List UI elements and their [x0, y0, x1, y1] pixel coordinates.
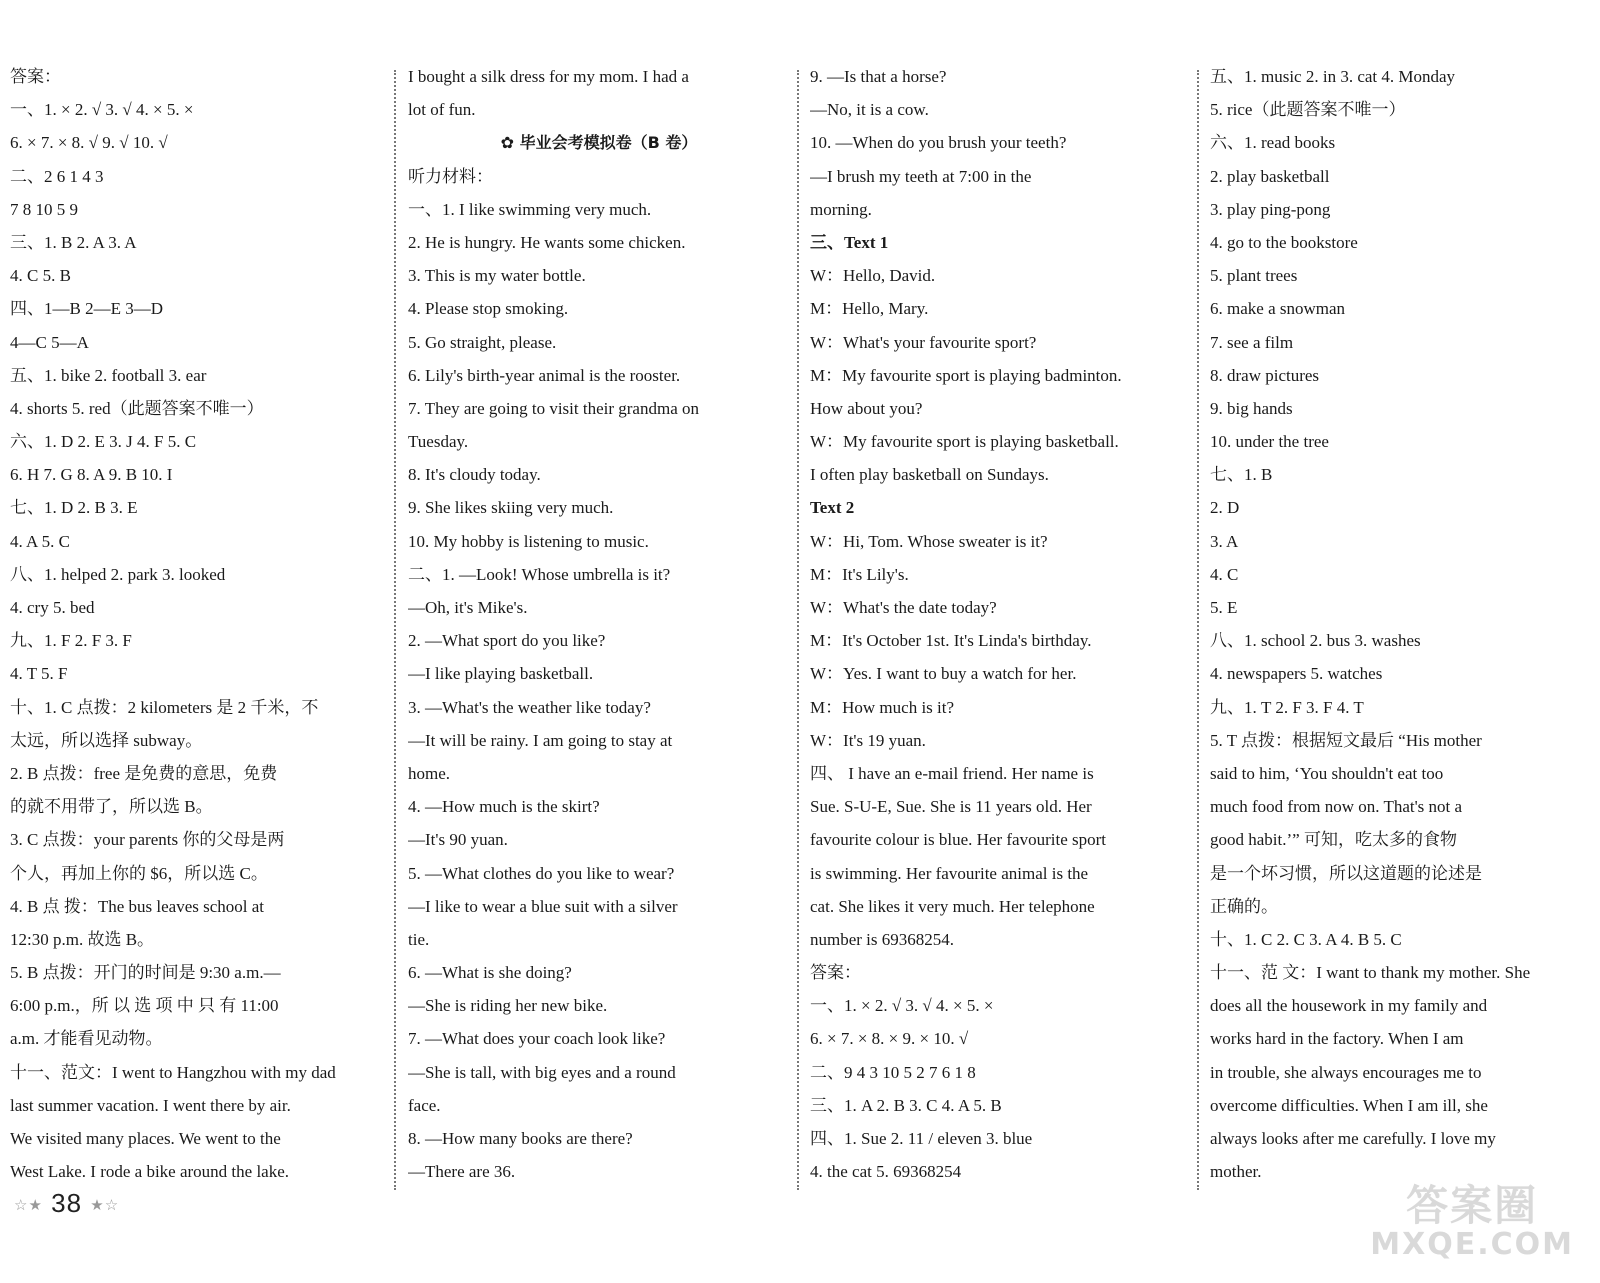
- text-line: overcome difficulties. When I am ill, she: [1210, 1095, 1488, 1115]
- text-line: —I brush my teeth at 7:00 in the: [810, 166, 1032, 186]
- text-line: 七、1. D 2. B 3. E: [10, 498, 138, 518]
- text-line: in trouble, she always encourages me to: [1210, 1062, 1482, 1082]
- text-line: 个人，再加上你的 $6，所以选 C。: [10, 863, 268, 883]
- text-line: much food from now on. That's not a: [1210, 797, 1463, 817]
- text-line: 6. make a snowman: [1210, 299, 1346, 319]
- text-line: 3. A: [1210, 531, 1239, 551]
- text-line: number is 69368254.: [810, 929, 955, 949]
- text-line: 6. × 7. × 8. √ 9. √ 10. √: [10, 133, 168, 153]
- text-line: 2. He is hungry. He wants some chicken.: [408, 232, 686, 252]
- text-line: 五、1. bike 2. football 3. ear: [10, 365, 207, 385]
- text-line: good habit.’” 可知，吃太多的食物: [1210, 830, 1457, 850]
- text-line: Tuesday.: [408, 432, 469, 452]
- text-line: We visited many places. We went to the: [10, 1129, 281, 1148]
- text-line: 答案：: [810, 963, 861, 983]
- text-line: 5. E: [1210, 598, 1238, 617]
- text-line: M：It's Lily's.: [810, 564, 909, 584]
- column-2: [408, 60, 790, 1188]
- text-line: 8. —How many books are there?: [408, 1129, 633, 1148]
- text-line: M：Hello, Mary.: [810, 299, 929, 319]
- text-line: 6. H 7. G 8. A 9. B 10. I: [10, 465, 173, 485]
- column-4: [1210, 60, 1590, 1188]
- text-line: 5. —What clothes do you like to wear?: [408, 863, 675, 883]
- text-line: does all the housework in my family and: [1210, 996, 1488, 1016]
- text-line: 4. the cat 5. 69368254: [810, 1162, 962, 1182]
- text-line: 一、1. × 2. √ 3. √ 4. × 5. ×: [810, 996, 994, 1016]
- text-line: 八、1. school 2. bus 3. washes: [1210, 631, 1421, 651]
- text-line: 5. T 点拨：根据短文最后 “His mother: [1210, 730, 1482, 750]
- text-line: 6. Lily's birth-year animal is the rooster.: [408, 365, 681, 385]
- text-line: 2. play basketball: [1210, 166, 1330, 186]
- text-line: 4. —How much is the skirt?: [408, 797, 600, 817]
- text-line: 2. —What sport do you like?: [408, 631, 606, 651]
- column-divider: [394, 70, 396, 1190]
- section-heading: ✿ 毕业会考模拟卷（B 卷）: [500, 133, 698, 153]
- page-number: [14, 1188, 119, 1219]
- text-line: 7. They are going to visit their grandma on: [408, 398, 699, 418]
- text-line: 一、1. × 2. √ 3. √ 4. × 5. ×: [10, 100, 194, 120]
- text-line: M：My favourite sport is playing badminton.: [810, 365, 1122, 385]
- text-line: I bought a silk dress for my mom. I had a: [408, 67, 689, 86]
- column-1: [10, 60, 388, 1188]
- text-line: —It will be rainy. I am going to stay at: [408, 730, 673, 750]
- text-line: tie.: [408, 929, 430, 949]
- text-line: 4. C 5. B: [10, 266, 71, 286]
- text-line: 5. B 点拨：开门的时间是 9:30 a.m.—: [10, 963, 281, 983]
- text-line: 4. A 5. C: [10, 531, 70, 551]
- text-line: —I like playing basketball.: [408, 664, 594, 684]
- text-line: 4. shorts 5. red（此题答案不唯一）: [10, 398, 264, 418]
- text-line: 五、1. music 2. in 3. cat 4. Monday: [1210, 67, 1456, 86]
- text-line: 十、1. C 点拨：2 kilometers 是 2 千米，不: [10, 697, 319, 717]
- text-line: How about you?: [810, 398, 923, 418]
- text-line: cat. She likes it very much. Her telephone: [810, 896, 1095, 916]
- text-line: 5. plant trees: [1210, 266, 1298, 286]
- text-line: 5. Go straight, please.: [408, 332, 557, 352]
- text-line: 4. cry 5. bed: [10, 598, 95, 617]
- text-line: 2. D: [1210, 498, 1240, 518]
- text-line: 10. My hobby is listening to music.: [408, 531, 649, 551]
- text-line: said to him, ‘You shouldn't eat too: [1210, 763, 1444, 783]
- text-line: 4—C 5—A: [10, 332, 89, 352]
- text-line: 8. It's cloudy today.: [408, 465, 541, 485]
- text-line: 4. C: [1210, 564, 1239, 584]
- text-line: favourite colour is blue. Her favourite sport: [810, 830, 1106, 850]
- text-line: 6. × 7. × 8. × 9. × 10. √: [810, 1029, 969, 1049]
- text-line: —No, it is a cow.: [810, 100, 929, 120]
- text-line: 4. T 5. F: [10, 664, 68, 684]
- text-line: 7. see a film: [1210, 332, 1294, 352]
- text-line: 9. She likes skiing very much.: [408, 498, 614, 518]
- text-line: 12:30 p.m. 故选 B。: [10, 929, 155, 949]
- text-line: W：Hello, David.: [810, 266, 936, 286]
- text-line: 7. —What does your coach look like?: [408, 1029, 666, 1049]
- column-divider: [1197, 70, 1199, 1190]
- text-line: 的就不用带了，所以选 B。: [10, 797, 213, 817]
- watermark-bottom: MXQE.COM: [1370, 1227, 1574, 1262]
- text-line: 九、1. T 2. F 3. F 4. T: [1210, 697, 1364, 717]
- text-line: works hard in the factory. When I am: [1210, 1029, 1464, 1049]
- text-line: 3. play ping-pong: [1210, 199, 1331, 219]
- text-line: 四、1—B 2—E 3—D: [10, 299, 163, 319]
- text-line: W：My favourite sport is playing basketball.: [810, 432, 1119, 452]
- text-line: 10. under the tree: [1210, 432, 1329, 452]
- text-line: 10. —When do you brush your teeth?: [810, 133, 1067, 153]
- text-line: home.: [408, 763, 451, 783]
- text-line: 听力材料：: [408, 166, 493, 186]
- text-line: 六、1. D 2. E 3. J 4. F 5. C: [10, 432, 197, 452]
- text-line: W：Yes. I want to buy a watch for her.: [810, 664, 1077, 684]
- page-number-value: 38: [51, 1188, 83, 1218]
- text-line: 4. B 点 拨：The bus leaves school at: [10, 896, 265, 916]
- text-line: face.: [408, 1095, 441, 1115]
- text-line: 十一、范 文：I want to thank my mother. She: [1210, 963, 1531, 983]
- text-line: a.m. 才能看见动物。: [10, 1029, 163, 1049]
- text-line: —It's 90 yuan.: [408, 830, 508, 850]
- text-line: 7 8 10 5 9: [10, 199, 78, 219]
- text-line: 2. B 点拨：free 是免费的意思，免费: [10, 763, 278, 783]
- text-line: 8. draw pictures: [1210, 365, 1320, 385]
- text-line: 七、1. B: [1210, 465, 1273, 485]
- text-line: lot of fun.: [408, 100, 476, 120]
- text-line: 答案：: [10, 67, 61, 86]
- text-line: —I like to wear a blue suit with a silver: [408, 896, 678, 916]
- text-line: 二、1. —Look! Whose umbrella is it?: [408, 564, 671, 584]
- text-line: 是一个坏习惯，所以这道题的论述是: [1210, 863, 1482, 883]
- text-line: 3. —What's the weather like today?: [408, 697, 651, 717]
- text-line: 6. —What is she doing?: [408, 963, 572, 983]
- text-line: morning.: [810, 199, 872, 219]
- text-line: —She is riding her new bike.: [408, 996, 608, 1016]
- star-icon: ★☆: [90, 1197, 120, 1215]
- text-line: 九、1. F 2. F 3. F: [10, 631, 132, 651]
- text-line: —Oh, it's Mike's.: [408, 598, 528, 617]
- text-line: W：Hi, Tom. Whose sweater is it?: [810, 531, 1048, 551]
- text-line: Text 2: [810, 498, 855, 518]
- star-icon: ☆★: [14, 1197, 43, 1215]
- text-line: 5. rice（此题答案不唯一）: [1210, 100, 1406, 120]
- text-line: M：How much is it?: [810, 697, 955, 717]
- text-line: 十、1. C 2. C 3. A 4. B 5. C: [1210, 929, 1402, 949]
- text-line: W：What's the date today?: [810, 598, 997, 617]
- column-3: [810, 60, 1188, 1188]
- text-line: last summer vacation. I went there by air.: [10, 1095, 291, 1115]
- text-line: 三、1. A 2. B 3. C 4. A 5. B: [810, 1095, 1002, 1115]
- text-line: 三、1. B 2. A 3. A: [10, 232, 137, 252]
- text-line: W：What's your favourite sport?: [810, 332, 1037, 352]
- text-line: 4. Please stop smoking.: [408, 299, 569, 319]
- text-line: 四、 I have an e-mail friend. Her name is: [810, 763, 1094, 783]
- text-line: 3. This is my water bottle.: [408, 266, 586, 286]
- text-line: 一、1. I like swimming very much.: [408, 199, 652, 219]
- text-line: 十一、范文：I went to Hangzhou with my dad: [10, 1062, 336, 1082]
- text-line: 正确的。: [1210, 896, 1278, 916]
- text-line: 八、1. helped 2. park 3. looked: [10, 564, 226, 584]
- text-line: 4. go to the bookstore: [1210, 232, 1358, 252]
- text-line: is swimming. Her favourite animal is the: [810, 863, 1089, 883]
- text-line: 4. newspapers 5. watches: [1210, 664, 1383, 684]
- text-line: always looks after me carefully. I love my: [1210, 1129, 1496, 1148]
- text-line: 三、Text 1: [810, 232, 889, 252]
- text-line: 9. —Is that a horse?: [810, 67, 947, 86]
- text-line: I often play basketball on Sundays.: [810, 465, 1049, 485]
- text-line: 3. C 点拨：your parents 你的父母是两: [10, 830, 285, 850]
- text-line: mother.: [1210, 1162, 1262, 1182]
- text-line: 二、2 6 1 4 3: [10, 166, 104, 186]
- text-line: 太远，所以选择 subway。: [10, 730, 203, 750]
- text-line: 6:00 p.m.，所 以 选 项 中 只 有 11:00: [10, 996, 279, 1016]
- text-line: 二、9 4 3 10 5 2 7 6 1 8: [810, 1062, 976, 1082]
- text-line: M：It's October 1st. It's Linda's birthday.: [810, 631, 1092, 651]
- text-line: 9. big hands: [1210, 398, 1293, 418]
- text-line: Sue. S-U-E, Sue. She is 11 years old. Her: [810, 797, 1092, 817]
- watermark: [1370, 1183, 1574, 1261]
- text-line: West Lake. I rode a bike around the lake.: [10, 1162, 290, 1182]
- watermark-top: 答案圈: [1406, 1181, 1539, 1230]
- text-line: —She is tall, with big eyes and a round: [408, 1062, 676, 1082]
- text-line: W：It's 19 yuan.: [810, 730, 926, 750]
- text-line: 四、1. Sue 2. 11 / eleven 3. blue: [810, 1129, 1033, 1148]
- column-divider: [797, 70, 799, 1190]
- text-line: —There are 36.: [408, 1162, 516, 1182]
- text-line: 六、1. read books: [1210, 133, 1336, 153]
